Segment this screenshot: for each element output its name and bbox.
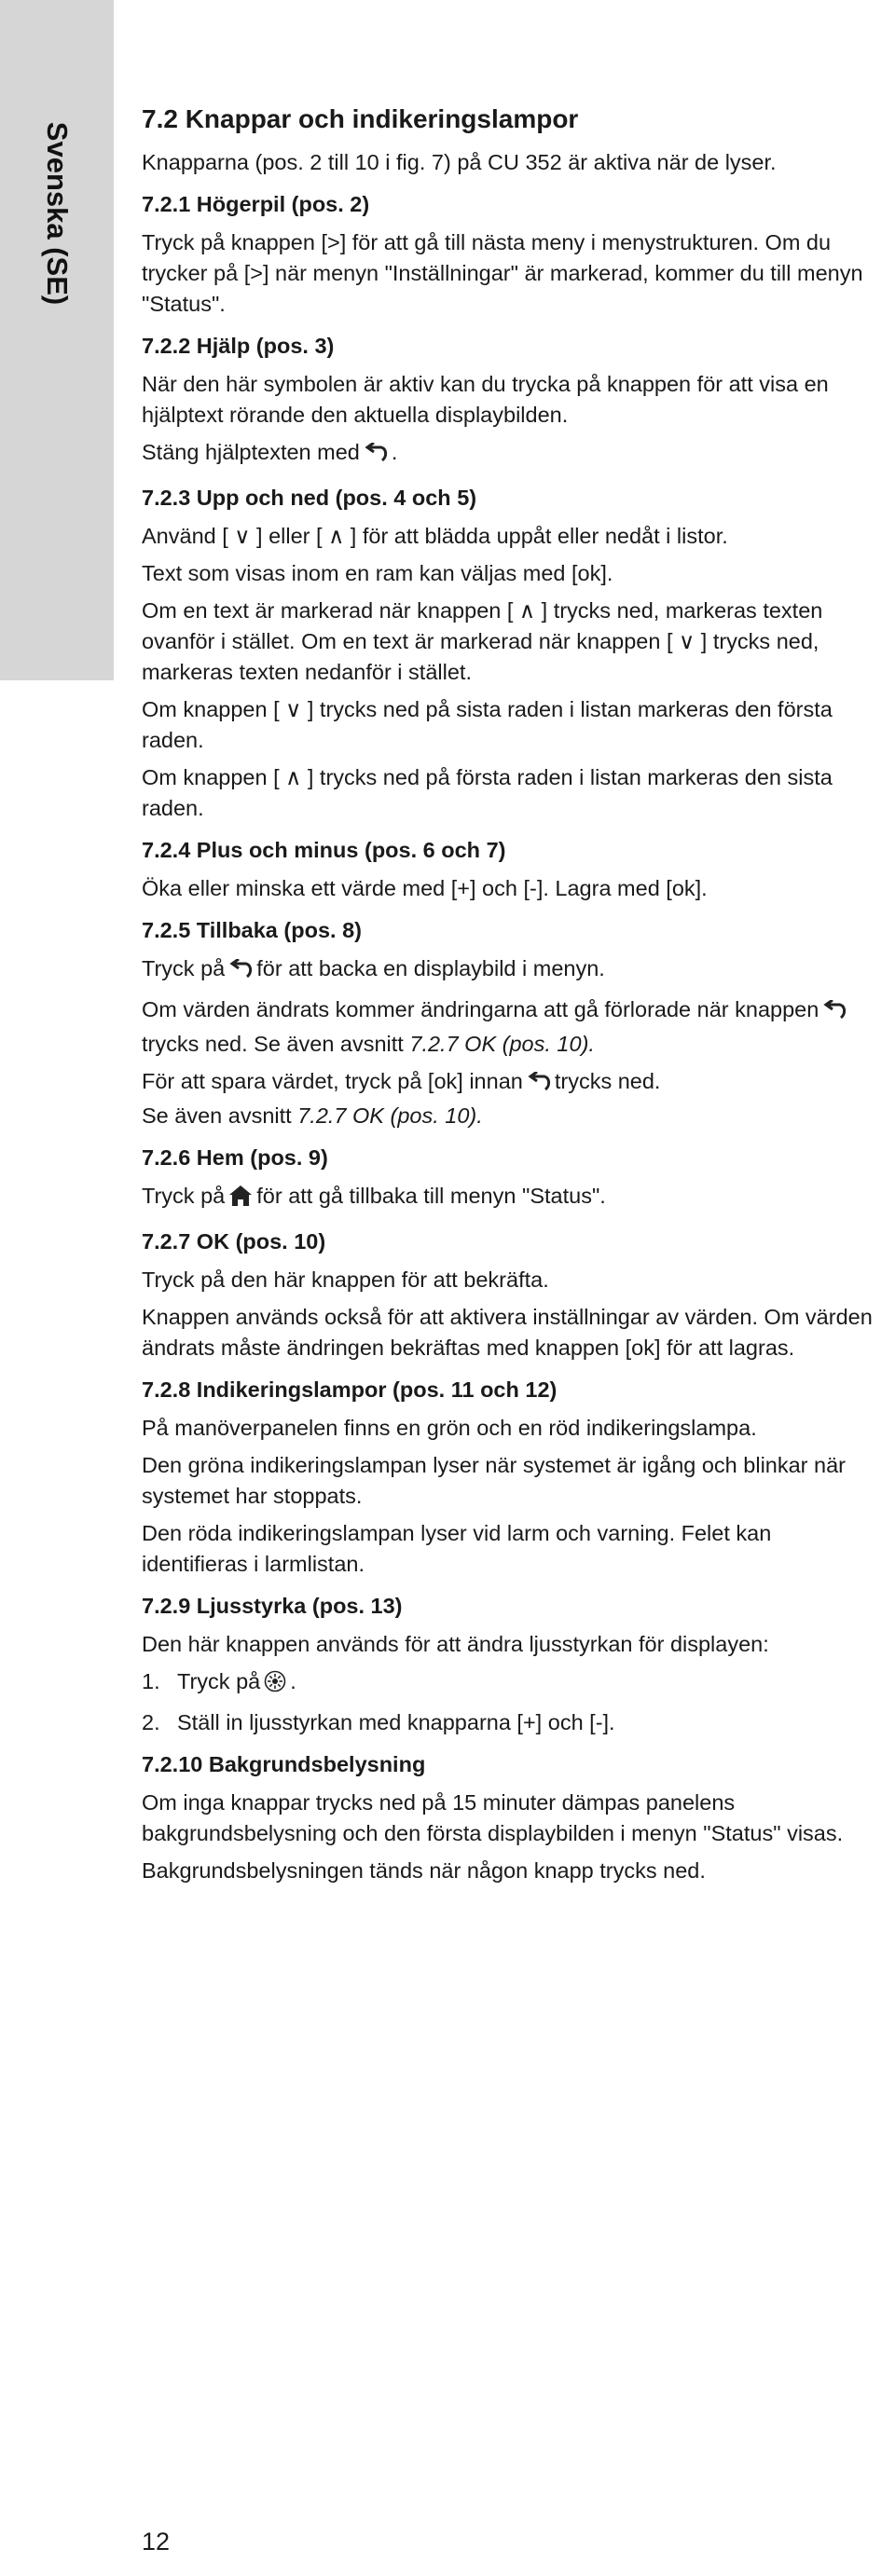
indicator-text-3: Den röda indikeringslampan lyser vid larm och varning. Felet kan identifieras i larmlistan.	[142, 1521, 772, 1576]
back-icon	[527, 1070, 551, 1101]
indicator-text-1: På manöverpanelen finns en grön och en röd indikeringslampa.	[142, 1416, 757, 1440]
ok-text-2: Knappen används också för att aktivera inställningar av värden. Om värden ändrats måste ändringen bekräftas med knappen [ok] för att lagras.	[142, 1305, 873, 1360]
help-close-text	[142, 437, 878, 472]
back-text-1	[142, 953, 878, 988]
list-item	[142, 1707, 878, 1738]
back-text-2-middle: trycks ned. Se även avsnitt	[142, 1032, 404, 1056]
list-item-text: Ställ in ljusstyrkan med knapparna [+] och [-].	[177, 1710, 615, 1734]
home-icon	[228, 1185, 253, 1215]
back-icon	[822, 998, 847, 1029]
up-down-text-2: Text som visas inom en ram kan väljas med [ok].	[142, 561, 613, 585]
heading-help: 7.2.2 Hjälp (pos. 3)	[142, 334, 335, 358]
list-item-text-after: .	[290, 1669, 296, 1693]
list-item-number: 2.	[142, 1710, 160, 1734]
brightness-icon	[264, 1670, 286, 1701]
heading-home: 7.2.6 Hem (pos. 9)	[142, 1145, 328, 1170]
backlight-text-1: Om inga knappar trycks ned på 15 minuter dämpas panelens bakgrundsbelysning och den första displaybilden i menyn "Status" visas.	[142, 1790, 844, 1845]
heading-ok: 7.2.7 OK (pos. 10)	[142, 1229, 326, 1254]
back-text-3-line2: Se även avsnitt	[142, 1103, 292, 1128]
back-icon	[364, 441, 388, 472]
back-text-2-before: Om värden ändrats kommer ändringarna att gå förlorade när knappen	[142, 997, 819, 1021]
ok-text-1: Tryck på den här knappen för att bekräfta.	[142, 1267, 549, 1292]
back-text-1-before: Tryck på	[142, 956, 226, 980]
back-icon	[228, 957, 253, 988]
list-item-text: Tryck på	[177, 1669, 261, 1693]
right-arrow-text: Tryck på knappen [>] för att gå till nästa meny i menystrukturen. Om du trycker på [>] när menyn "Inställningar" är markerad, kommer du till menyn "Status".	[142, 230, 863, 316]
list-item-number: 1.	[142, 1669, 160, 1693]
brightness-text: Den här knappen används för att ändra ljusstyrkan för displayen:	[142, 1632, 769, 1656]
heading-back: 7.2.5 Tillbaka (pos. 8)	[142, 918, 362, 942]
back-text-3-after: trycks ned.	[554, 1069, 661, 1093]
list-item	[142, 1666, 878, 1701]
back-text-3	[142, 1066, 878, 1131]
home-text-after: för att gå tillbaka till menyn "Status".	[256, 1184, 606, 1208]
language-tab	[0, 0, 114, 680]
up-down-text-3: Om en text är markerad när knappen [ ∧ ] trycks ned, markeras texten ovanför i stället. Om en text är markerad när knappen [ ∨ ] trycks ned, markeras texten nedanför i stället.	[142, 598, 823, 684]
heading-brightness: 7.2.9 Ljusstyrka (pos. 13)	[142, 1594, 403, 1618]
language-label: Svenska (SE)	[41, 121, 74, 306]
heading-right-arrow: 7.2.1 Högerpil (pos. 2)	[142, 192, 370, 216]
up-down-text-1: Använd [ ∨ ] eller [ ∧ ] för att bläddа uppåt eller nedåt i listor.	[142, 524, 728, 548]
indicator-text-2: Den gröna indikeringslampan lyser när systemet är igång och blinkar när systemet har stoppats.	[142, 1453, 846, 1508]
section-title: 7.2 Knappar och indikeringslampor	[142, 104, 579, 133]
heading-indicator-lights: 7.2.8 Indikeringslampor (pos. 11 och 12)	[142, 1377, 558, 1402]
back-text-1-after: för att backa en displaybild i menyn.	[256, 956, 605, 980]
heading-up-down: 7.2.3 Upp och ned (pos. 4 och 5)	[142, 486, 477, 510]
home-text-before: Tryck på	[142, 1184, 226, 1208]
heading-backlight: 7.2.10 Bakgrundsbelysning	[142, 1752, 426, 1776]
plus-minus-text: Öka eller minska ett värde med [+] och [-]. Lagra med [ok].	[142, 876, 708, 900]
help-text: När den här symbolen är aktiv kan du trycka på knappen för att visa en hjälptext rörande den aktuella displaybilden.	[142, 372, 829, 427]
back-text-2	[142, 994, 878, 1060]
section-intro: Knapparna (pos. 2 till 10 i fig. 7) på CU 352 är aktiva när de lyser.	[142, 150, 777, 174]
backlight-text-2: Bakgrundsbelysningen tänds när någon knapp trycks ned.	[142, 1858, 706, 1883]
up-down-text-4: Om knappen [ ∨ ] trycks ned på sista raden i listan markeras den första raden.	[142, 697, 833, 752]
help-close-before: Stäng hjälptexten med	[142, 440, 360, 464]
page-number: 12	[142, 2528, 171, 2555]
home-text	[142, 1181, 878, 1215]
up-down-text-5: Om knappen [ ∧ ] trycks ned på första raden i listan markeras den sista raden.	[142, 765, 833, 820]
back-text-3-ref: 7.2.7 OK (pos. 10).	[297, 1103, 483, 1128]
heading-plus-minus: 7.2.4 Plus och minus (pos. 6 och 7)	[142, 838, 506, 862]
back-text-3-before: För att spara värdet, tryck på [ok] innan	[142, 1069, 523, 1093]
back-text-2-ref: 7.2.7 OK (pos. 10).	[409, 1032, 595, 1056]
document-body	[142, 103, 878, 1893]
help-close-after: .	[391, 440, 398, 464]
